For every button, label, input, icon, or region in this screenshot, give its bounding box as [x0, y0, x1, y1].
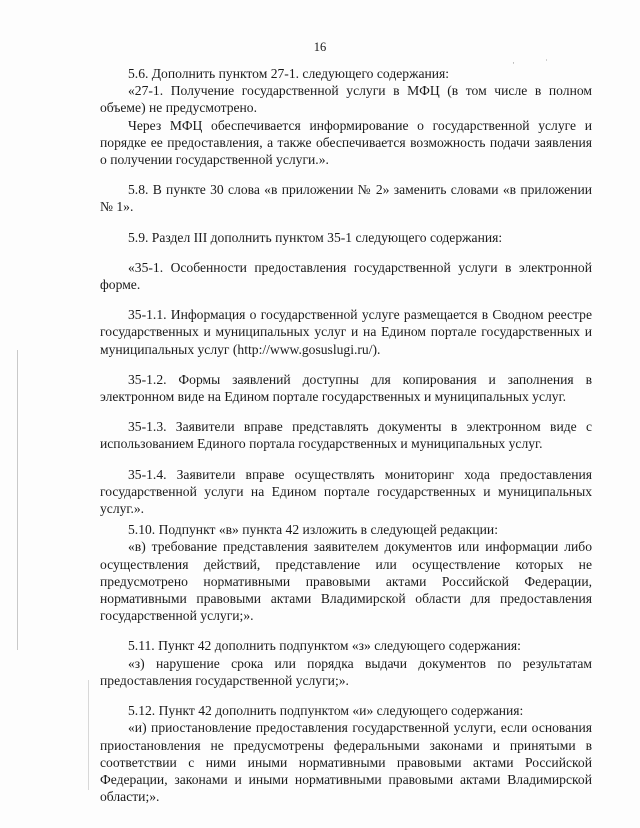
paragraph-subitem-z: «з) нарушение срока или порядка выдачи документов по результатам предоставления государственной услуги;».	[100, 655, 592, 688]
page-number: 16	[313, 40, 327, 54]
document-body	[100, 65, 592, 805]
scan-speck: ·	[512, 58, 515, 68]
paragraph-5-10: 5.10. Подпункт «в» пункта 42 изложить в следующей редакции:	[128, 522, 498, 538]
paragraph-5-12: 5.12. Пункт 42 дополнить подпунктом «и» следующего содержания:	[128, 703, 524, 719]
paragraph-subitem-i: «и) приостановление предоставления государственной услуги, если основания приостановления не предусмотрены федеральными законами и принятыми в соответствии с ними иными нормативными правовыми актами Российской Федерации, законами и иными нормативными правовыми актами Владимирской области;».	[100, 720, 592, 805]
paragraph-5-11: 5.11. Пункт 42 дополнить подпунктом «з» следующего содержания:	[128, 638, 521, 654]
paragraph-27-1: «27-1. Получение государственной услуги в МФЦ (в том числе в полном объеме) не предусмотрено.	[100, 83, 592, 116]
paragraph-5-8: 5.8. В пункте 30 слова «в приложении № 2» заменить словами «в приложении № 1».	[100, 182, 592, 215]
paragraph-35-1: «35-1. Особенности предоставления государственной услуги в электронной форме.	[100, 259, 592, 293]
paragraph-35-1-2: 35-1.2. Формы заявлений доступны для копирования и заполнения в электронном виде на Едином портале государственных и муниципальных услуг.	[100, 371, 592, 405]
paragraph-35-1-4: 35-1.4. Заявители вправе осуществлять мониторинг хода предоставления государственной услуги на Едином портале государственных и муниципальных услуг.».	[100, 466, 592, 517]
paragraph-subitem-v: «в) требование представления заявителем документов или информации либо осуществления действий, представление или осуществление которых не предусмотрено нормативными правовыми актами Российской Федерации, нормативными правовыми актами Владимирской области для предоставления государственной услуги;».	[100, 539, 592, 624]
paragraph-mfc-info: Через МФЦ обеспечивается информирование о государственной услуге и порядке ее предоставления, а также обеспечивается возможность подачи заявления о получении государственной услуги.».	[100, 117, 592, 168]
scan-margin-line	[17, 350, 18, 650]
paragraph-35-1-3: 35-1.3. Заявители вправе представлять документы в электронном виде с использованием Единого портала государственных и муниципальных услуг.	[100, 419, 592, 452]
paragraph-35-1-1: 35-1.1. Информация о государственной услуге размещается в Сводном реестре государственных и муниципальных услуг и на Едином портале государственных и муниципальных услуг (http://www.gosuslugi.ru/).	[100, 307, 592, 357]
scan-margin-line	[88, 680, 89, 790]
paragraph-5-6: 5.6. Дополнить пунктом 27-1. следующего содержания:	[128, 66, 450, 81]
paragraph-5-9: 5.9. Раздел III дополнить пунктом 35-1 следующего содержания:	[128, 229, 503, 245]
scan-speck: ˙	[545, 58, 548, 68]
